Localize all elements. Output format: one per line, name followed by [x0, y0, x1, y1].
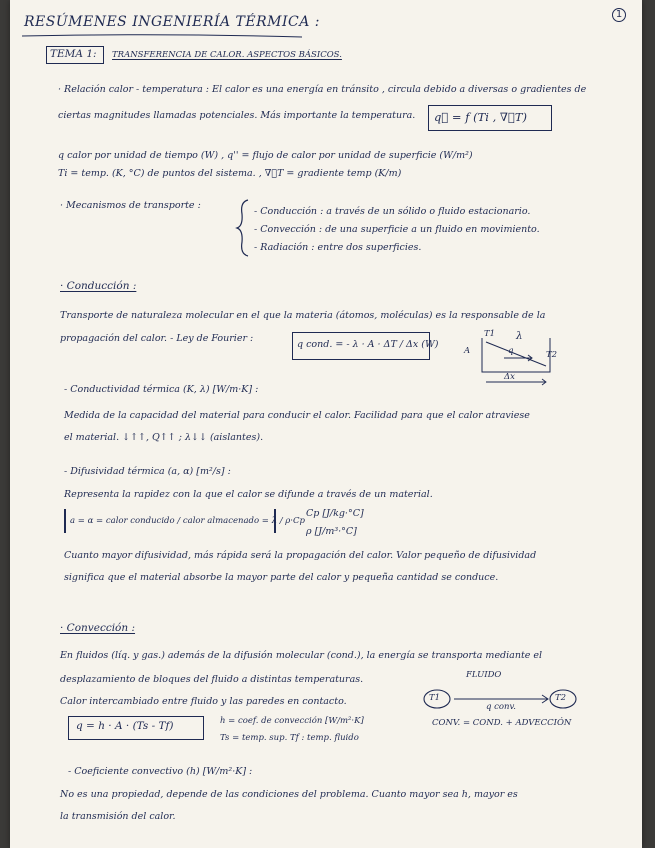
tema-label: TEMA 1: [50, 48, 97, 60]
diagram-lambda-label: λ [516, 330, 523, 342]
temperature-profile [486, 342, 546, 366]
diagram-area-label: A [464, 346, 471, 356]
diagram-q-label: q [508, 346, 514, 356]
h-coefficient-line-1: No es una propiedad, depende de las condiciones del problema. Cuanto mayor sea h, mayor es [60, 789, 518, 800]
intro-line-2: ciertas magnitudes llamadas potenciales. Más importante la temperatura. [58, 110, 416, 121]
diffusivity-formula: a = α = calor conducido / calor almacenado = λ / ρ·Cp [70, 516, 305, 526]
diffusivity-line-2: Cuanto mayor difusividad, más rápida será la propagación del calor. Valor pequeño de difusividad [64, 550, 537, 561]
convection-formula: q = h · A · (Ts - Tf) [76, 720, 174, 732]
conduccion-line-2: propagación del calor. - Ley de Fourier : [60, 333, 254, 344]
conductivity-line-1: Medida de la capacidad del material para conducir el calor. Facilidad para que el calor atraviese [64, 410, 530, 421]
fluid-label: FLUIDO [466, 670, 502, 680]
conveccion-line-1: En fluidos (líq. y gas.) además de la difusión molecular (cond.), la energía se transporta mediante el [60, 650, 543, 661]
intro-line-3: q calor por unidad de tiempo (W) , q'' = flujo de calor por unidad de superficie (W/m²) [58, 150, 473, 161]
curly-brace [236, 200, 250, 256]
intro-line-4: Ti = temp. (K, °C) de puntos del sistema. , ∇⃗T = gradiente temp (K/m) [58, 168, 402, 179]
conveccion-heading: · Convección : [60, 622, 136, 634]
rho-units: ρ [J/m³·°C] [306, 526, 357, 537]
diffusivity-line-3: significa que el material absorbe la mayor parte del calor y pequeña cantidad se conduce. [64, 572, 499, 583]
q-conv-label: q conv. [486, 702, 516, 712]
conveccion-line-3: Calor intercambiado entre fluido y las paredes en contacto. [60, 696, 347, 707]
h-coefficient-line-2: la transmisión del calor. [60, 811, 176, 822]
mechanisms-label: · Mecanismos de transporte : [60, 200, 201, 211]
tema-title: TRANSFERENCIA DE CALOR. ASPECTOS BÁSICOS. [112, 50, 342, 60]
diagram-t2-label: T2 [546, 350, 558, 360]
mechanism-radiation: - Radiación : entre dos superficies. [254, 242, 422, 253]
page-title: RESÚMENES INGENIERÍA TÉRMICA : [24, 14, 320, 30]
temperature-definitions: Ts = temp. sup. Tf : temp. fluido [220, 733, 359, 743]
t1-label: T1 [429, 693, 441, 703]
conv-note: CONV. = COND. + ADVECCIÓN [432, 718, 572, 728]
conduccion-line-1: Transporte de naturaleza molecular en el que la materia (átomos, moléculas) es la responsable de la [60, 310, 546, 321]
conveccion-line-2: desplazamiento de bloques del fluido a distintas temperaturas. [60, 674, 364, 685]
h-coefficient-heading: - Coeficiente convectivo (h) [W/m²·K] : [68, 766, 253, 777]
mechanism-conduction: - Conducción : a través de un sólido o fluido estacionario. [254, 206, 531, 217]
fourier-formula: q cond. = - λ · A · ΔT / Δx (W) [297, 339, 439, 350]
title-underline [22, 34, 302, 38]
intro-line-1: · Relación calor - temperatura : El calor es una energía en tránsito , circula debido a diversas o gradientes de [58, 84, 587, 95]
cp-units: Cp [J/kg·°C] [306, 508, 364, 519]
h-definition: h = coef. de convección [W/m²·K] [220, 716, 364, 726]
conductivity-heading: - Conductividad térmica (K, λ) [W/m·K] : [64, 384, 259, 395]
diffusivity-line-1: Representa la rapidez con la que el calor se difunde a través de un material. [64, 489, 433, 500]
mechanism-convection: - Convección : de una superficie a un fluido en movimiento. [254, 224, 540, 235]
heat-formula: q⃗ = f (Ti , ∇⃗T) [434, 110, 528, 124]
diagram-dx-label: Δx [504, 372, 515, 382]
diffusivity-heading: - Difusividad térmica (a, α) [m²/s] : [64, 466, 231, 477]
notebook-page [10, 0, 642, 848]
t2-label: T2 [555, 693, 567, 703]
page-number: 1 [612, 8, 626, 22]
conductivity-line-2: el material. ↓↑↑, Q↑↑ ; λ↓↓ (aislantes). [64, 432, 264, 443]
conduccion-heading: · Conducción : [60, 280, 137, 292]
dx-arrow [486, 379, 546, 385]
diagram-t1-label: T1 [484, 329, 496, 339]
